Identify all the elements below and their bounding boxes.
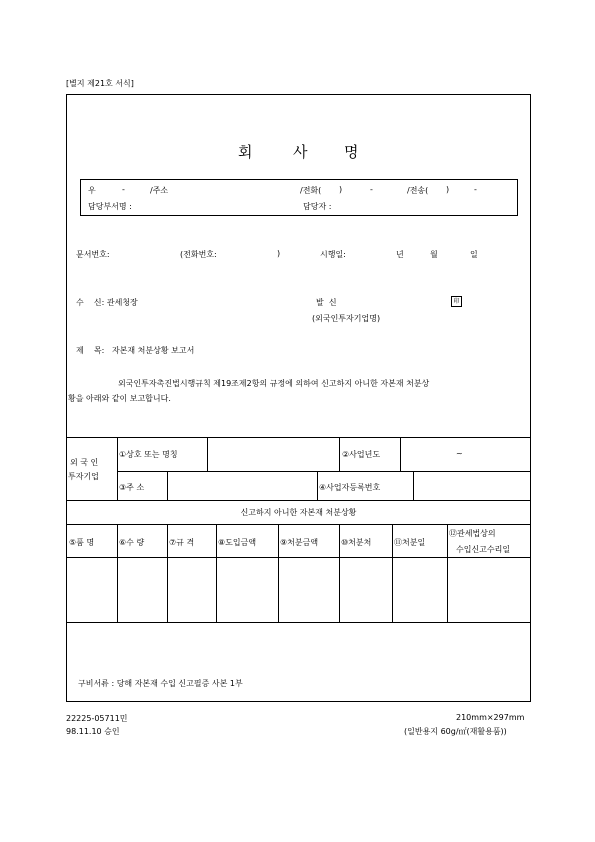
dept-head-label: 담당부서명 :: [88, 202, 132, 211]
col-customs-label-2: 수입신고수리일: [456, 545, 511, 554]
postal-label: 우: [88, 186, 96, 195]
address-label: /주소: [150, 186, 169, 195]
business-year-label: ②사업년도: [342, 450, 381, 459]
subject-line: 제 목: 자본재 처분상황 보고서: [76, 346, 195, 355]
phone-close: ): [339, 185, 343, 194]
recipient-label: 수 신: 관세청장: [76, 298, 138, 307]
col-divider-7: [447, 524, 448, 622]
table-mid-line: [117, 471, 531, 472]
year-label: 년: [396, 250, 404, 259]
table-company-bottom: [66, 500, 531, 501]
company-name-char-3: 명: [344, 143, 360, 161]
company-name-char-2: 사: [293, 143, 309, 161]
table-top-line: [66, 437, 531, 438]
body-line-1: 외국인투자촉진법시행규칙 제19조제2항의 규정에 의하여 신고하지 아니한 자본재 처분상: [118, 379, 430, 388]
month-label: 월: [430, 250, 438, 259]
company-section-divider: [117, 437, 118, 500]
doc-no-label: 문서번호:: [76, 250, 110, 259]
tel-label: (전화번호:: [180, 250, 217, 259]
company-address-label: ③주 소: [119, 483, 145, 492]
col-spec: ⑦규 격: [169, 538, 195, 547]
form-code: 22225-05711민: [66, 714, 128, 723]
business-reg-label: ④사업자등록번호: [319, 483, 381, 492]
disposal-body-bottom: [66, 622, 531, 623]
col-disposal-amount: ⑨처분금액: [280, 538, 319, 547]
col-divider-3: [216, 524, 217, 622]
person-label: 담당자 :: [303, 202, 332, 211]
reg-cell-divider-b: [413, 471, 414, 500]
tel-close: ): [277, 249, 281, 258]
addr-cell-divider: [167, 471, 168, 500]
year-cell-divider-a: [339, 437, 340, 471]
company-section-label-2: 투자기업: [68, 472, 99, 481]
disposal-title: 신고하지 아니한 자본재 처분상황: [240, 508, 357, 517]
col-divider-1: [117, 524, 118, 622]
col-customs-label-1: ⑫관세법상의: [449, 529, 496, 538]
company-section-label-1: 외 국 인: [70, 458, 99, 467]
business-year-range: ~: [456, 449, 463, 458]
fax-close: ): [446, 185, 450, 194]
year-cell-divider-b: [400, 437, 401, 471]
paper-type: (일반용지 60g/㎡(재활용품)): [404, 727, 507, 736]
company-name-char-1: 회: [238, 143, 254, 161]
name-cell-divider: [207, 437, 208, 471]
date-label: 시행일:: [320, 250, 346, 259]
phone-label: /전화(: [300, 186, 322, 195]
attachment-note: 구비서류 : 당해 자본재 수입 신고필증 사본 1부: [78, 679, 243, 688]
postal-dash: -: [122, 185, 125, 194]
seal-char: 印: [451, 296, 462, 307]
disposal-header-bottom: [66, 557, 531, 558]
disposal-header-top: [66, 524, 531, 525]
col-divider-5: [339, 524, 340, 622]
col-divider-6: [392, 524, 393, 622]
reg-cell-divider-a: [317, 471, 318, 500]
sender-label: 발 신: [316, 298, 337, 307]
col-disposal-to: ⑩처분처: [341, 538, 372, 547]
phone-dash: -: [370, 185, 373, 194]
col-disposal-date: ⑪처분일: [394, 538, 426, 547]
company-name-label: ①상호 또는 명칭: [119, 450, 178, 459]
seal-mark: [451, 296, 462, 307]
col-quantity: ⑥수 량: [119, 538, 145, 547]
approval-date: 98.11.10 승인: [66, 727, 120, 736]
col-import-amount: ⑧도입금액: [218, 538, 257, 547]
form-tag: [별지 제21호 서식]: [66, 79, 134, 88]
col-item-name: ⑤품 명: [69, 538, 95, 547]
fax-label: /전송(: [407, 186, 429, 195]
col-divider-2: [167, 524, 168, 622]
sender-subtitle: (외국인투자기업명): [312, 314, 381, 323]
fax-dash: -: [474, 185, 477, 194]
paper-size: 210mm×297mm: [456, 713, 525, 722]
address-box: [80, 179, 518, 216]
body-line-2: 황을 아래와 같이 보고합니다.: [68, 394, 171, 403]
col-divider-4: [278, 524, 279, 622]
day-label: 일: [470, 250, 478, 259]
